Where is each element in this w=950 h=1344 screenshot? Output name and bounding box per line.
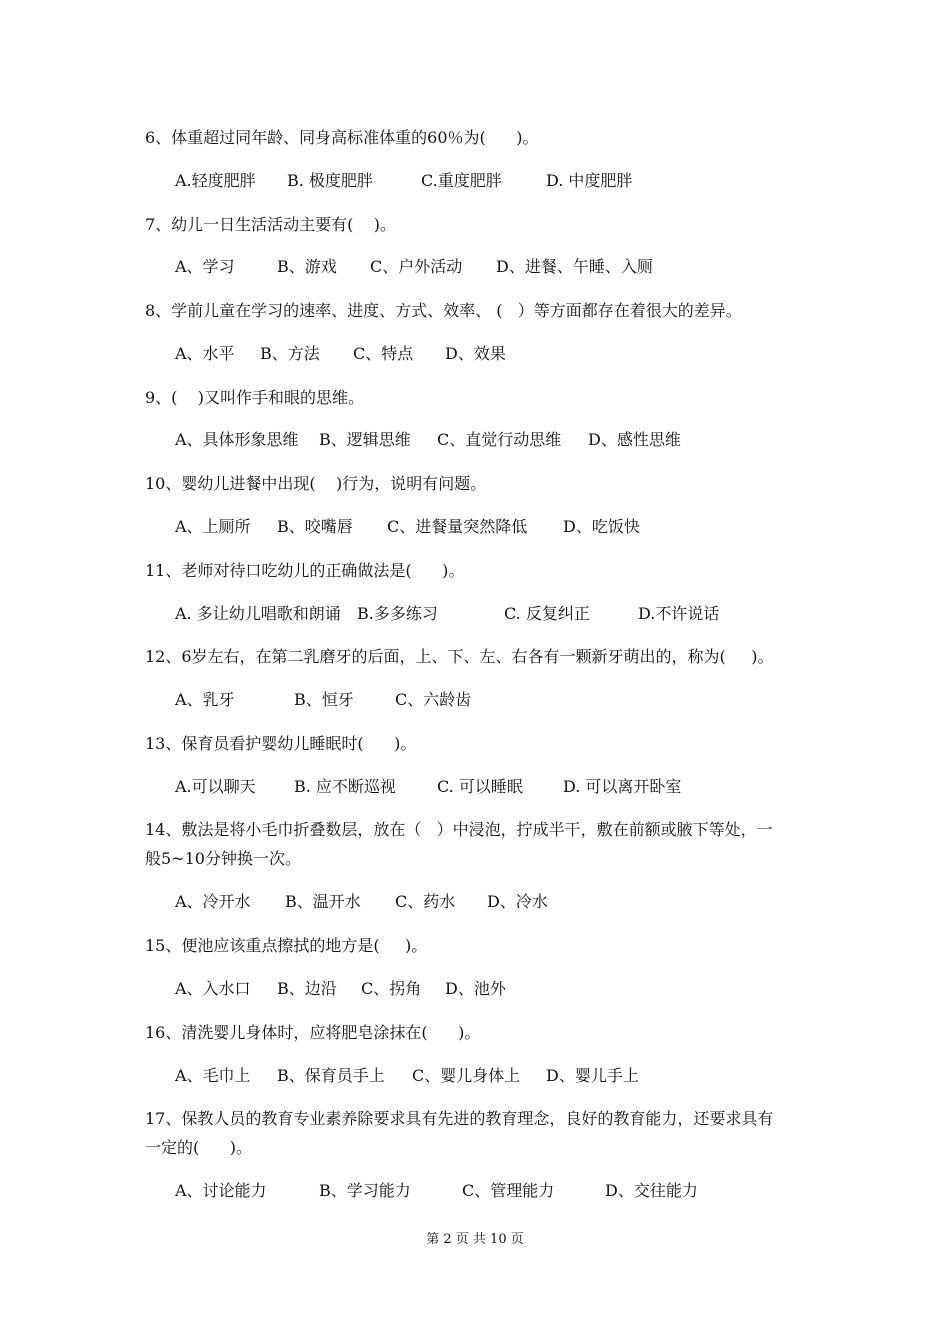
question-6-option-a: A.轻度肥胖 bbox=[175, 171, 256, 190]
question-8-option-d: D、效果 bbox=[445, 344, 506, 363]
question-10-option-b: B、咬嘴唇 bbox=[277, 517, 353, 536]
question-9-option-a: A、具体形象思维 bbox=[175, 430, 299, 449]
question-17-option-c: C、管理能力 bbox=[462, 1181, 555, 1200]
question-8-option-a: A、水平 bbox=[175, 344, 235, 363]
question-15-stem: 15、便池应该重点擦拭的地方是( )。 bbox=[145, 936, 428, 955]
page-footer: 第 2 页 共 10 页 bbox=[426, 1232, 524, 1247]
question-13-option-c: C. 可以睡眠 bbox=[437, 777, 523, 796]
question-13-option-a: A.可以聊天 bbox=[175, 777, 256, 796]
question-11-option-d: D.不许说话 bbox=[638, 604, 720, 623]
question-9-option-c: C、直觉行动思维 bbox=[437, 430, 562, 449]
question-13-stem: 13、保育员看护婴幼儿睡眠时( )。 bbox=[145, 734, 417, 753]
question-15-option-c: C、拐角 bbox=[361, 979, 422, 998]
question-13-option-b: B. 应不断巡视 bbox=[294, 777, 396, 796]
question-17-stem-line-2: 一定的( )。 bbox=[145, 1138, 253, 1157]
question-8-option-c: C、特点 bbox=[353, 344, 414, 363]
question-15-option-d: D、池外 bbox=[445, 979, 506, 998]
question-7-option-c: C、户外活动 bbox=[370, 257, 463, 276]
question-12-option-b: B、恒牙 bbox=[294, 690, 354, 709]
question-17-option-d: D、交往能力 bbox=[605, 1181, 698, 1200]
question-10-option-a: A、上厕所 bbox=[175, 517, 251, 536]
question-12-option-a: A、乳牙 bbox=[175, 690, 235, 709]
question-14-stem-line-2: 般5~10分钟换一次。 bbox=[145, 849, 301, 868]
question-17-option-b: B、学习能力 bbox=[319, 1181, 411, 1200]
question-10-option-d: D、吃饭快 bbox=[563, 517, 640, 536]
question-16-option-c: C、婴儿身体上 bbox=[412, 1066, 521, 1085]
question-12-stem: 12、6岁左右，在第二乳磨牙的后面，上、下、左、右各有一颗新牙萌出的，称为( )。 bbox=[145, 647, 774, 666]
question-7-stem: 7、幼儿一日生活活动主要有( )。 bbox=[145, 215, 397, 234]
question-7-option-a: A、学习 bbox=[175, 257, 235, 276]
question-17-option-a: A、讨论能力 bbox=[175, 1181, 267, 1200]
question-14-option-d: D、冷水 bbox=[487, 892, 548, 911]
question-14-stem-line-1: 14、敷法是将小毛巾折叠数层，放在（ ）中浸泡，拧成半干，敷在前额或腋下等处，一 bbox=[145, 820, 773, 839]
question-16-option-d: D、婴儿手上 bbox=[546, 1066, 639, 1085]
question-6-option-d: D. 中度肥胖 bbox=[546, 171, 633, 190]
question-11-option-b: B.多多练习 bbox=[357, 604, 438, 623]
question-8-stem: 8、学前儿童在学习的速率、进度、方式、效率、 ( ）等方面都存在着很大的差异。 bbox=[145, 301, 742, 320]
question-16-stem: 16、清洗婴儿身体时，应将肥皂涂抹在( )。 bbox=[145, 1023, 481, 1042]
question-16-option-b: B、保育员手上 bbox=[277, 1066, 385, 1085]
question-16-option-a: A、毛巾上 bbox=[175, 1066, 251, 1085]
question-12-option-c: C、六龄齿 bbox=[395, 690, 472, 709]
question-7-option-b: B、游戏 bbox=[277, 257, 337, 276]
question-11-option-c: C. 反复纠正 bbox=[504, 604, 590, 623]
question-6-option-b: B. 极度肥胖 bbox=[287, 171, 373, 190]
question-10-option-c: C、进餐量突然降低 bbox=[387, 517, 528, 536]
question-9-option-d: D、感性思维 bbox=[588, 430, 681, 449]
question-9-option-b: B、逻辑思维 bbox=[319, 430, 411, 449]
question-9-stem: 9、( )又叫作手和眼的思维。 bbox=[145, 388, 365, 407]
question-11-option-a: A. 多让幼儿唱歌和朗诵 bbox=[175, 604, 341, 623]
question-10-stem: 10、婴幼儿进餐中出现( )行为，说明有问题。 bbox=[145, 474, 487, 493]
question-17-stem-line-1: 17、保教人员的教育专业素养除要求具有先进的教育理念，良好的教育能力，还要求具有 bbox=[145, 1109, 774, 1128]
question-15-option-b: B、边沿 bbox=[277, 979, 337, 998]
question-6-option-c: C.重度肥胖 bbox=[421, 171, 502, 190]
question-11-stem: 11、老师对待口吃幼儿的正确做法是( )。 bbox=[145, 561, 465, 580]
question-14-option-a: A、冷开水 bbox=[175, 892, 251, 911]
question-6-stem: 6、体重超过同年龄、同身高标准体重的60％为( )。 bbox=[145, 128, 539, 147]
question-13-option-d: D. 可以离开卧室 bbox=[563, 777, 682, 796]
question-14-option-b: B、温开水 bbox=[285, 892, 361, 911]
question-15-option-a: A、入水口 bbox=[175, 979, 251, 998]
question-8-option-b: B、方法 bbox=[260, 344, 320, 363]
question-7-option-d: D、进餐、午睡、入厕 bbox=[496, 257, 653, 276]
question-14-option-c: C、药水 bbox=[395, 892, 456, 911]
